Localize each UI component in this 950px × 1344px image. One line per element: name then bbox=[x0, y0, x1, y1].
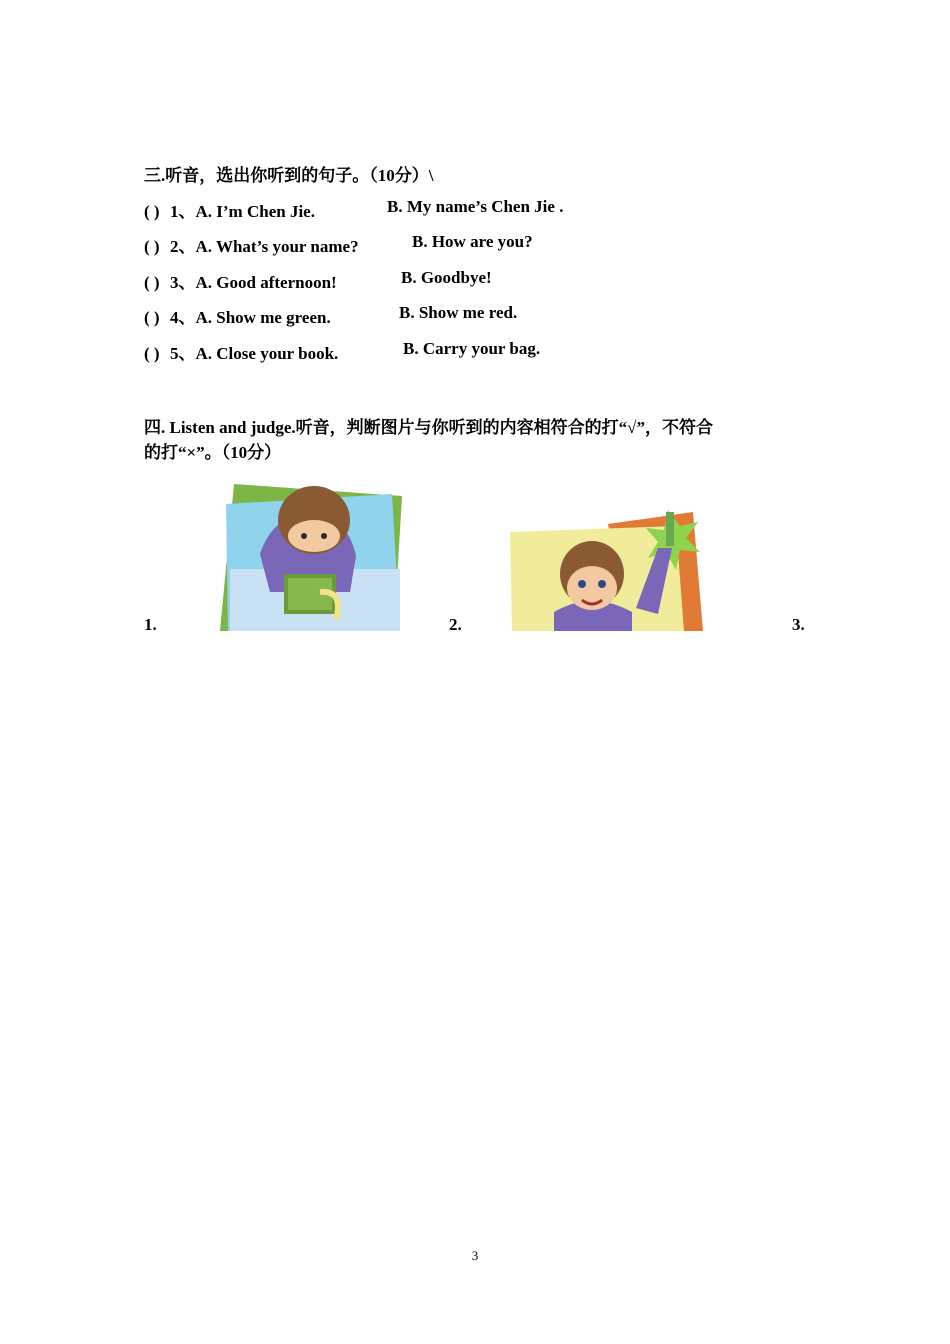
picture-label-3: 3. bbox=[792, 615, 805, 634]
option-b: B. Show me red. bbox=[399, 303, 518, 322]
answer-paren: ( ) bbox=[144, 202, 160, 221]
section4-heading-line2: 的打“×”。（10分） bbox=[144, 443, 282, 462]
option-a: A. I’m Chen Jie. bbox=[195, 202, 315, 221]
picture-label-1: 1. bbox=[144, 615, 157, 634]
question-number: 2、 bbox=[170, 237, 196, 256]
option-b: B. My name’s Chen Jie . bbox=[387, 197, 564, 216]
question-row-2 bbox=[144, 232, 533, 257]
question-row-3 bbox=[144, 268, 492, 293]
boy-raising-hand-illustration bbox=[508, 504, 703, 631]
boy-reading-book-illustration bbox=[216, 474, 416, 631]
option-b: B. How are you? bbox=[412, 232, 533, 251]
picture-2 bbox=[508, 504, 703, 631]
question-number: 3、 bbox=[170, 273, 196, 292]
question-number: 4、 bbox=[170, 308, 196, 327]
option-b: B. Goodbye! bbox=[401, 268, 492, 287]
question-number: 1、 bbox=[170, 202, 196, 221]
question-row-5 bbox=[144, 339, 541, 364]
page-number: 3 bbox=[471, 1248, 479, 1263]
question-row-4 bbox=[144, 303, 518, 328]
option-a: A. What’s your name? bbox=[195, 237, 359, 256]
option-a: A. Show me green. bbox=[195, 308, 331, 327]
answer-paren: ( ) bbox=[144, 344, 160, 363]
section4-heading-line1: 四. Listen and judge.听音，判断图片与你听到的内容相符合的打“√”，不符合 bbox=[144, 418, 713, 437]
picture-1 bbox=[216, 474, 416, 631]
answer-paren: ( ) bbox=[144, 308, 160, 327]
answer-paren: ( ) bbox=[144, 237, 160, 256]
option-a: A. Good afternoon! bbox=[195, 273, 337, 292]
question-row-1 bbox=[144, 197, 564, 222]
question-number: 5、 bbox=[170, 344, 196, 363]
option-a: A. Close your book. bbox=[195, 344, 339, 363]
section3-heading: 三.听音，选出你听到的句子。（10分）\ bbox=[144, 166, 434, 185]
picture-label-2: 2. bbox=[449, 615, 462, 634]
option-b: B. Carry your bag. bbox=[403, 339, 541, 358]
answer-paren: ( ) bbox=[144, 273, 160, 292]
